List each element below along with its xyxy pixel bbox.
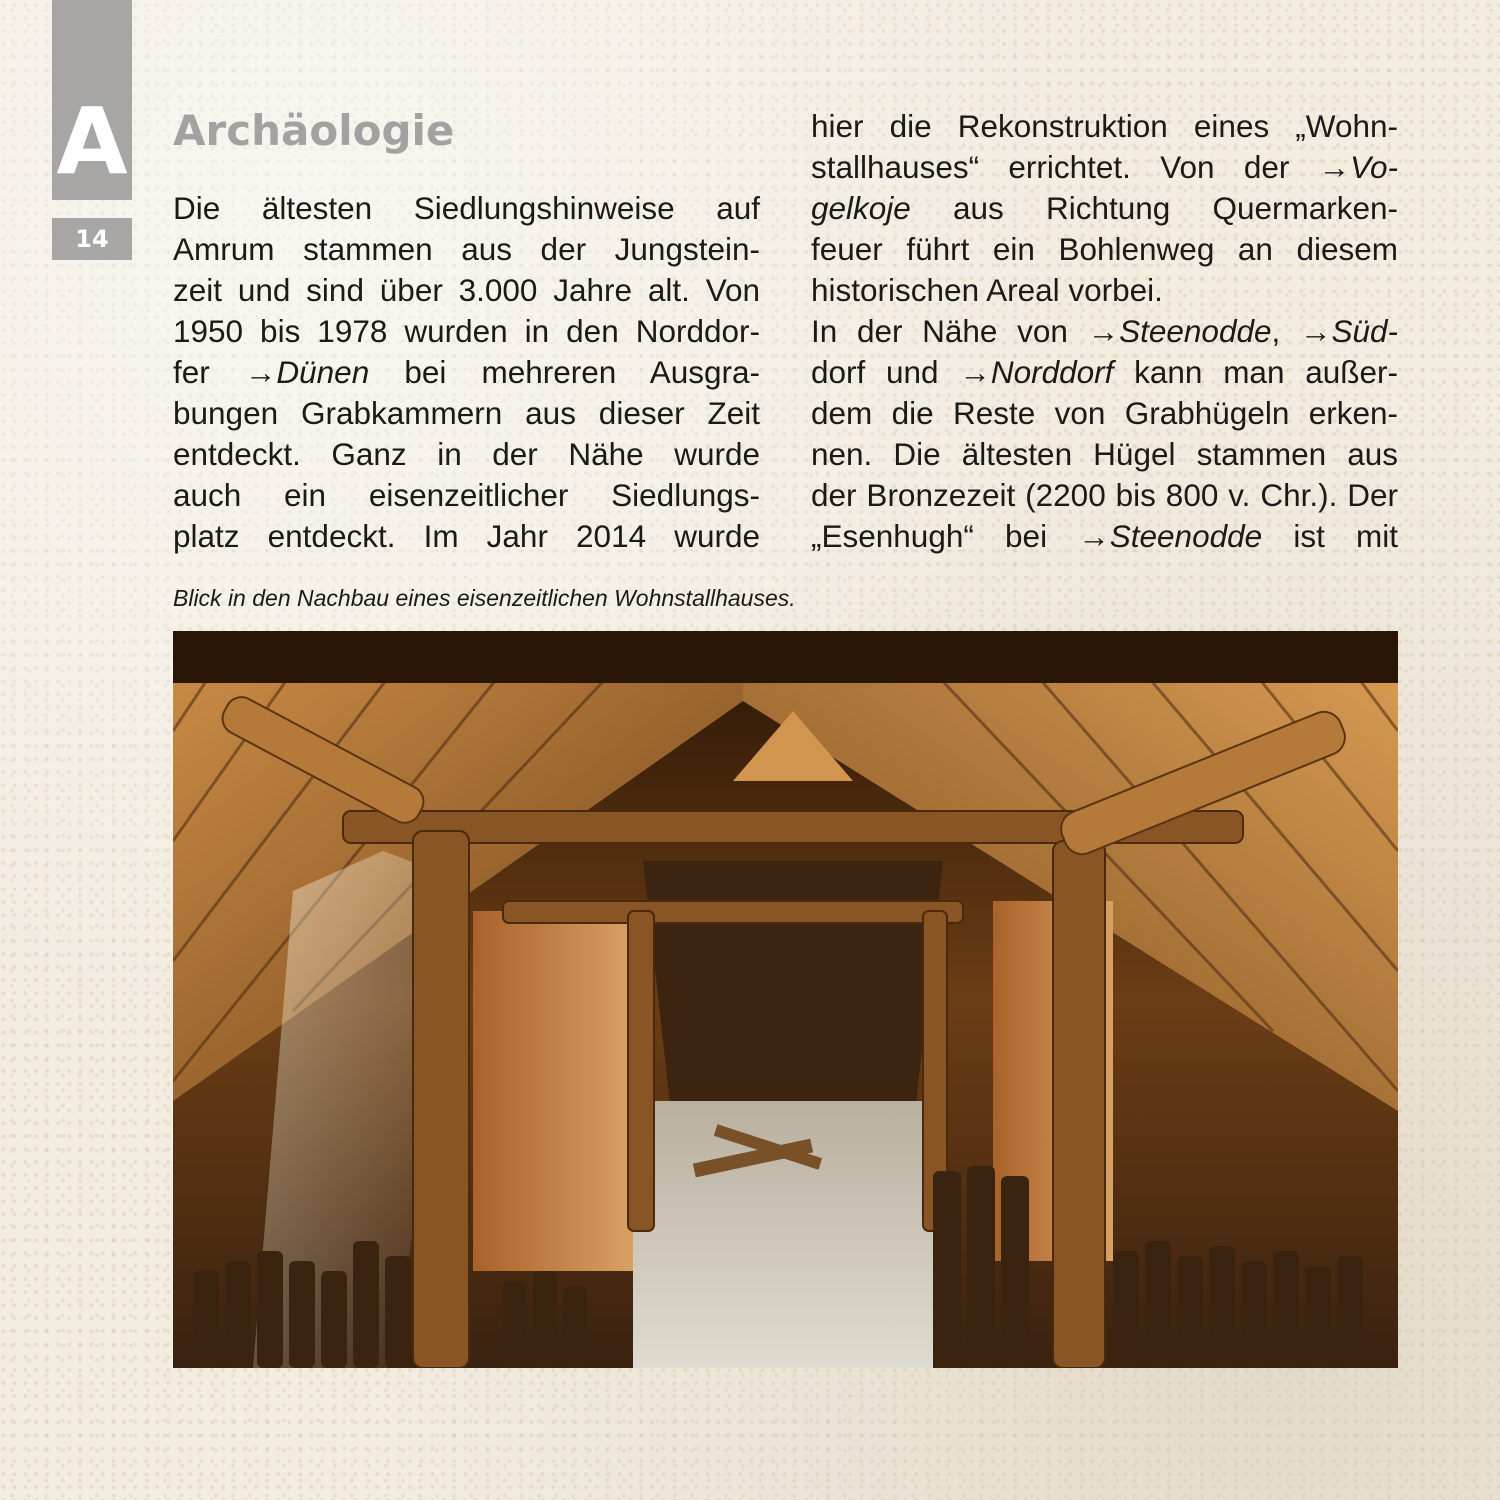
text-column-left <box>173 188 760 557</box>
text-fragment: dorf und <box>811 354 960 390</box>
text-line: Die ältesten Siedlungshinweise auf <box>173 190 760 226</box>
cross-reference-link[interactable]: →Süd- <box>1299 313 1398 349</box>
text-line: bungen Grabkammern aus dieser Zeit <box>173 395 760 431</box>
text-fragment: „Esenhugh“ bei <box>811 518 1079 554</box>
cross-reference-link[interactable]: →Dünen <box>244 354 370 390</box>
cross-reference-link[interactable]: gelkoje <box>811 190 911 226</box>
longhouse-interior-photo <box>173 631 1398 1368</box>
cross-reference-link[interactable]: →Steenodde <box>1087 313 1272 349</box>
text-fragment: In der Nähe von <box>811 313 1088 349</box>
text-line <box>811 311 1398 352</box>
text-fragment: ist mit <box>1262 518 1398 554</box>
text-line: der Bronzezeit (2200 bis 800 v. Chr.). Der <box>811 477 1398 513</box>
text-fragment: stallhauses“ errichtet. Von der <box>811 149 1319 185</box>
photo-illustration <box>173 631 1398 1368</box>
text-line: hier die Rekonstruktion eines „Wohn- <box>811 108 1398 144</box>
text-line <box>811 352 1398 393</box>
text-line: entdeckt. Ganz in der Nähe wurde <box>173 436 760 472</box>
photo-caption: Blick in den Nachbau eines eisenzeitlichen Wohnstallhauses. <box>173 585 796 611</box>
text-line: nen. Die ältesten Hügel stammen aus <box>811 436 1398 472</box>
text-line: dem die Reste von Grabhügeln erken- <box>811 395 1398 431</box>
text-fragment: fer <box>173 354 245 390</box>
text-fragment: kann man außer- <box>1113 354 1398 390</box>
page-title: Archäologie <box>173 106 455 155</box>
cross-reference-link[interactable]: →Steenodde <box>1078 518 1263 554</box>
section-letter: A <box>56 88 128 195</box>
text-fragment: bei mehreren Ausgra- <box>369 354 760 390</box>
text-line <box>811 516 1398 557</box>
cross-reference-link[interactable]: →Vo- <box>1318 149 1398 185</box>
text-column-right <box>811 106 1398 557</box>
text-line: zeit und sind über 3.000 Jahre alt. Von <box>173 272 760 308</box>
text-fragment: , <box>1271 313 1300 349</box>
text-fragment: aus Richtung Quermarken- <box>910 190 1398 226</box>
text-line <box>173 352 760 393</box>
text-line: historischen Areal vorbei. <box>811 272 1163 308</box>
text-line: Amrum stammen aus der Jungstein- <box>173 231 760 267</box>
text-line: auch ein eisenzeitlicher Siedlungs- <box>173 477 760 513</box>
text-line: platz entdeckt. Im Jahr 2014 wurde <box>173 518 760 554</box>
text-line <box>811 147 1398 188</box>
text-line: feuer führt ein Bohlenweg an diesem <box>811 231 1398 267</box>
page-number: 14 <box>52 218 132 260</box>
text-line: 1950 bis 1978 wurden in den Norddor- <box>173 313 760 349</box>
cross-reference-link[interactable]: →Norddorf <box>959 354 1114 390</box>
text-line <box>811 188 1398 229</box>
